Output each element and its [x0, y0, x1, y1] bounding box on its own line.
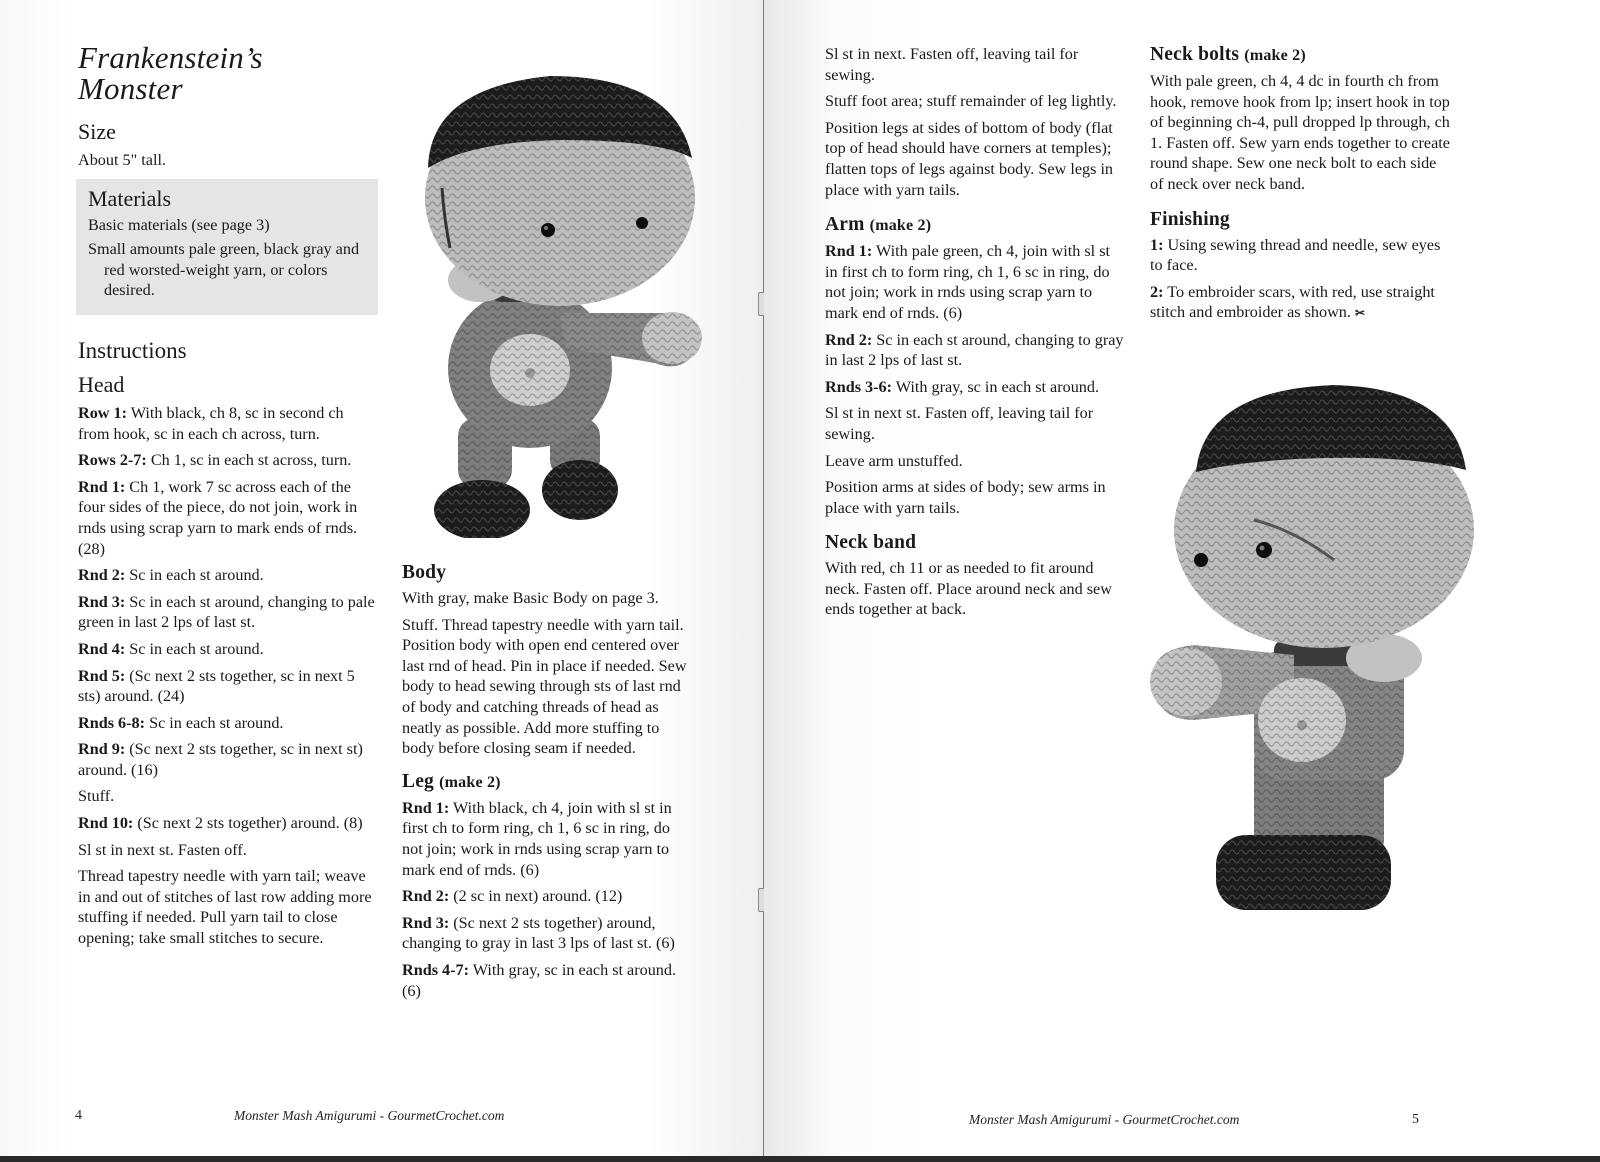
instruction-step — [825, 477, 1125, 518]
instruction-step-text: Sc in each st around. — [145, 713, 284, 732]
instruction-step-text: Thread tapestry needle with yarn tail; weave in and out of stitches of last row adding more stuffing if needed. Pull yarn tail to close opening; take small stitches to secure. — [78, 867, 372, 948]
left-page — [0, 0, 764, 1162]
instruction-step-text: (2 sc in next) around. (12) — [449, 887, 623, 906]
instructions-heading: Instructions — [78, 337, 187, 363]
instruction-step — [78, 813, 378, 834]
head-steps — [78, 403, 378, 949]
instruction-step — [402, 886, 694, 907]
neck-band-heading: Neck band — [825, 532, 917, 554]
instruction-step — [825, 241, 1125, 323]
materials-item: Basic materials (see page 3) — [88, 215, 270, 234]
instruction-step-label: Rows 2-7: — [78, 451, 147, 470]
arm-make-count: (make 2) — [869, 217, 932, 235]
arm-steps — [825, 241, 1125, 518]
instruction-step — [78, 477, 378, 559]
instruction-step-label: Rnd 1: — [78, 477, 126, 496]
instruction-step — [825, 330, 1125, 371]
instruction-step-text: (Sc next 2 sts together, sc in next 5 sts) around. (24) — [78, 666, 355, 706]
finishing-step-text: To embroider scars, with red, use straight stitch and embroider as shown. — [1150, 282, 1435, 322]
instruction-step — [78, 739, 378, 780]
instruction-step — [78, 840, 378, 861]
amigurumi-photo-side — [1104, 380, 1484, 940]
size-heading: Size — [78, 119, 116, 144]
body-heading: Body — [402, 562, 447, 583]
instruction-step-text: With gray, sc in each st around. (6) — [402, 960, 677, 1000]
page-number-right: 5 — [1412, 1112, 1419, 1127]
instruction-step — [78, 592, 378, 633]
head — [1174, 385, 1474, 648]
leg-continued: Stuff foot area; stuff remainder of leg lightly. — [825, 92, 1117, 111]
size-text: About 5" tall. — [78, 151, 166, 169]
instruction-step-text: Sc in each st around, changing to pale green in last 2 lps of last st. — [78, 592, 375, 632]
finishing-heading: Finishing — [1150, 208, 1230, 230]
instruction-step — [78, 639, 378, 660]
instruction-step-text: With gray, sc in each st around. — [892, 377, 1100, 396]
neck-bolts-text: With pale green, ch 4, 4 dc in fourth ch from hook, remove hook from lp; insert hook in top of beginning ch-4, pull dropped lp through, ch 1. Fasten off. Sew yarn ends together to create round shape. Sew one neck bolt to each side of neck over neck band. — [1150, 72, 1450, 193]
finishing-step-text: Using sewing thread and needle, sew eyes to face. — [1150, 235, 1441, 275]
instruction-step-label: Rnds 6-8: — [78, 713, 146, 732]
left-column-1 — [78, 42, 378, 955]
instruction-step — [402, 960, 694, 1001]
title-line-2: Monster — [78, 71, 183, 106]
footer-right: Monster Mash Amigurumi - GourmetCrochet.com — [969, 1112, 1240, 1127]
head-heading: Head — [78, 371, 125, 397]
materials-item: Small amounts pale green, black gray and red worsted-weight yarn, or colors desired. — [88, 240, 360, 300]
right-column-1 — [825, 44, 1125, 626]
finishing-step-label: 1: — [1150, 235, 1164, 254]
instruction-step-text: With pale green, ch 4, join with sl st in first ch to form ring, ch 1, 6 sc in ring, do not join; work in rnds using scrap yarn to mark end of rnds. (6) — [825, 242, 1111, 322]
body-paragraph: With gray, make Basic Body on page 3. — [402, 589, 659, 607]
finishing-step-label: 2: — [1150, 282, 1164, 301]
instruction-step-label: Rnd 2: — [402, 887, 450, 906]
amigurumi-photo-front — [400, 48, 720, 538]
neck-bolts-make-count: (make 2) — [1244, 47, 1306, 64]
instruction-step-label: Rnd 3: — [402, 913, 450, 932]
instruction-step-text: Sc in each st around. — [125, 566, 264, 585]
instruction-step-label: Rnd 4: — [78, 639, 126, 658]
end-mark-icon: ✂ — [1355, 306, 1366, 321]
instruction-step — [78, 403, 378, 444]
instruction-step — [825, 377, 1125, 398]
materials-heading: Materials — [88, 185, 172, 211]
instruction-step-label: Rnd 2: — [78, 566, 126, 585]
instruction-step-label: Rnds 3-6: — [825, 377, 893, 396]
instruction-step-label: Rnd 9: — [78, 740, 126, 759]
leg-make-count: (make 2) — [439, 773, 501, 791]
leg-steps — [402, 798, 694, 1001]
instruction-step-text: Ch 1, sc in each st across, turn. — [146, 451, 352, 470]
instruction-step — [78, 565, 378, 586]
right-column-2 — [1150, 44, 1450, 330]
instruction-step-text: (Sc next 2 sts together) around. (8) — [133, 814, 363, 833]
instruction-step-text: With black, ch 8, sc in second ch from hook, sc in each ch across, turn. — [78, 403, 344, 443]
instruction-step — [402, 798, 694, 880]
leg-heading — [402, 771, 694, 794]
instruction-step — [825, 403, 1125, 444]
title-line-1: Frankenstein’s — [78, 40, 263, 75]
instruction-step-text: (Sc next 2 sts together) around, changing to gray in last 3 lps of last st. (6) — [402, 913, 675, 953]
arm-front — [1258, 678, 1346, 762]
instruction-step-text: Sl st in next st. Fasten off, leaving tail for sewing. — [825, 404, 1094, 443]
arm-left — [490, 334, 570, 406]
neck-bolts-heading — [1150, 44, 1450, 67]
instruction-step-text: Stuff. — [78, 787, 115, 806]
instruction-step-text: Position arms at sides of body; sew arms in place with yarn tails. — [825, 478, 1106, 517]
instruction-step — [78, 786, 378, 807]
left-column-2 — [402, 562, 694, 1007]
instruction-step-label: Rnd 5: — [78, 666, 126, 685]
materials-box — [76, 179, 378, 315]
instruction-step — [402, 913, 694, 954]
body-paragraph: Stuff. Thread tapestry needle with yarn tail. Position body with open end centered over last rnd of head. Pin in place if needed. Sew body to head sewing through sts of last rnd of body and catching threads of head as neatly as possible. Add more stuffing to body before closing seam if needed. — [402, 615, 687, 758]
head — [425, 76, 695, 306]
instruction-step-label: Rnd 10: — [78, 814, 134, 833]
instruction-step-text: Sc in each st around. — [125, 639, 264, 658]
instruction-step — [78, 866, 378, 948]
leg-continued: Position legs at sides of bottom of body (flat top of head should have corners at temples); flatten tops of legs against body. Sew legs in place with yarn tails. — [825, 118, 1114, 199]
arm-heading — [825, 214, 1125, 237]
arm-heading-text: Arm — [825, 214, 865, 236]
leg-continued: Sl st in next. Fasten off, leaving tail for sewing. — [825, 45, 1079, 84]
instruction-step-label: Rnd 1: — [402, 798, 450, 817]
pattern-title — [78, 42, 378, 104]
instruction-step-text: With black, ch 4, join with sl st in first ch to form ring, ch 1, 6 sc in ring, do not join; work in rnds using scrap yarn to mark end of rnds. (6) — [402, 798, 672, 879]
instruction-step — [78, 666, 378, 707]
finishing-step — [1150, 235, 1450, 276]
instruction-step — [78, 450, 378, 471]
instruction-step-label: Rnd 2: — [825, 330, 873, 349]
instruction-step-text: Sl st in next st. Fasten off. — [78, 840, 247, 859]
instruction-step-text: Ch 1, work 7 sc across each of the four sides of the piece, do not join, work in rnds using scrap yarn to mark ends of rnds. (28) — [78, 477, 358, 558]
instruction-step-label: Row 1: — [78, 403, 128, 422]
scan-bottom-edge — [0, 1156, 1600, 1162]
neck-bolts-heading-text: Neck bolts — [1150, 44, 1240, 65]
instruction-step-label: Rnd 3: — [78, 592, 126, 611]
instruction-step-text: Sc in each st around, changing to gray in last 2 lps of last st. — [825, 330, 1124, 370]
right-page — [764, 0, 1600, 1162]
instruction-step — [78, 713, 378, 734]
finishing-step — [1150, 282, 1450, 324]
neck-band-text: With red, ch 11 or as needed to fit around neck. Fasten off. Place around neck and sew ends together at back. — [825, 559, 1112, 619]
instruction-step-text: Leave arm unstuffed. — [825, 451, 963, 470]
footer-left: Monster Mash Amigurumi - GourmetCrochet.com — [234, 1108, 505, 1123]
instruction-step — [825, 451, 1125, 472]
instruction-step-text: (Sc next 2 sts together, sc in next st) around. (16) — [78, 740, 363, 779]
leg-heading-text: Leg — [402, 770, 435, 792]
page-number-left: 4 — [75, 1108, 82, 1123]
instruction-step-label: Rnds 4-7: — [402, 960, 470, 979]
instruction-step-label: Rnd 1: — [825, 242, 873, 261]
